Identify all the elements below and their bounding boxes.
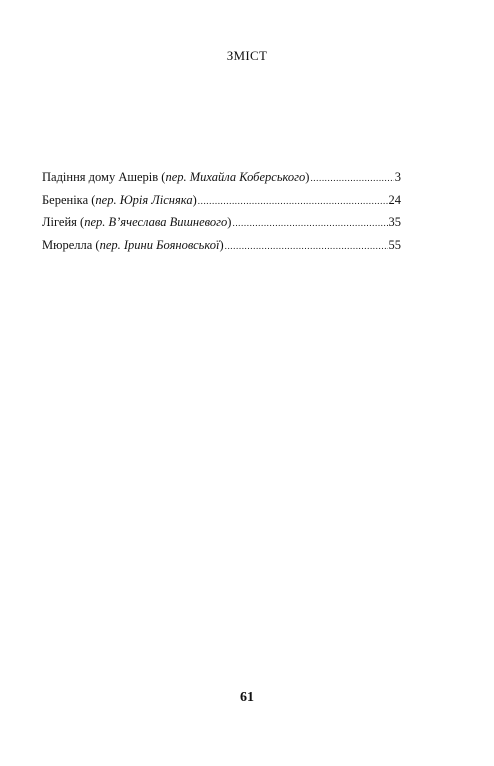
toc-entry-text [42,238,224,253]
dot-leader [310,169,393,181]
toc-entry-title: Мюрелла [42,237,93,252]
toc-entry-translator: пер. В’ячеслава Вишневого [84,215,228,229]
toc-entry-paren-open: ( [88,192,96,207]
toc-entry-paren-open: ( [76,215,85,229]
toc-entry-paren-close: ) [219,237,224,252]
toc-entry-paren-close: ) [192,192,197,207]
dot-leader [198,192,388,204]
toc-entry [42,237,401,260]
toc-entry-text [42,215,231,230]
dot-leader [232,214,387,226]
toc-entry-translator: пер. Юрія Лісняка [95,192,193,207]
toc-entry-paren-open: ( [92,237,100,252]
toc-entry-page: 35 [388,215,401,229]
toc-entry [42,169,401,192]
toc-entry-paren-close: ) [227,215,232,229]
table-of-contents [42,169,401,259]
toc-entry-title: Падіння дому Ашерів [42,170,159,184]
toc-entry [42,192,401,215]
toc-entry-title: Лігейя [42,215,77,229]
toc-entry-paren-close: ) [305,170,310,184]
toc-entry-translator: пер. Михайла Коберського [165,170,306,184]
toc-entry-title: Береніка [42,192,89,207]
toc-entry-page: 3 [394,170,401,184]
toc-entry [42,214,401,237]
toc-entry-text [42,193,197,208]
toc-entry-text [42,170,309,185]
toc-entry-translator: пер. Ірини Бояновської [99,237,220,252]
toc-entry-page: 55 [388,237,401,252]
page-title: ЗМІСТ [226,48,268,63]
dot-leader [225,237,388,249]
toc-entry-paren-open: ( [158,170,166,184]
page-number: 61 [240,690,254,705]
toc-entry-page: 24 [388,192,401,207]
